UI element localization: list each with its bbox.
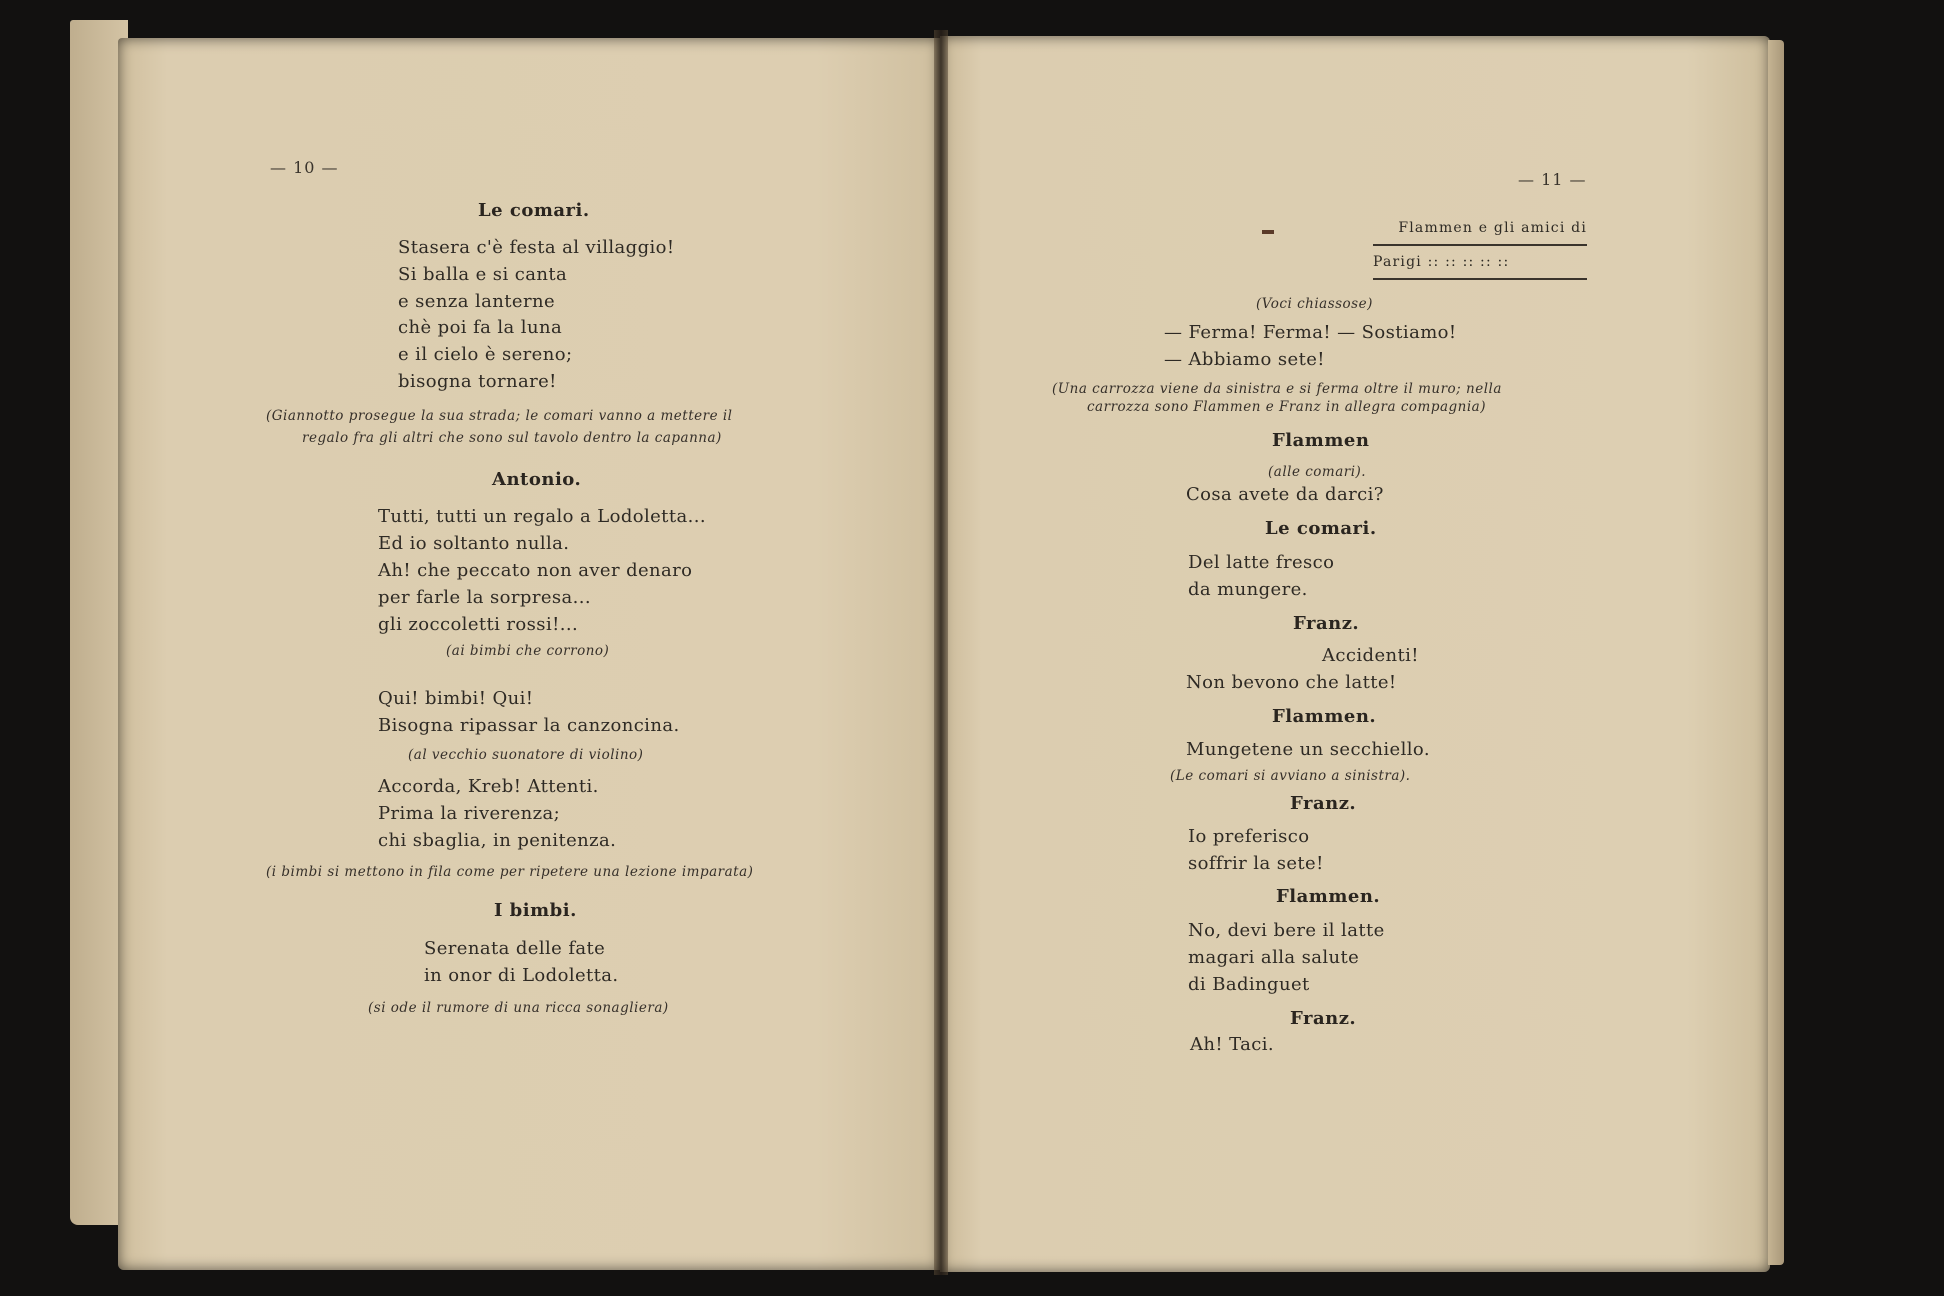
verse-line: chè poi fa la luna bbox=[398, 317, 563, 338]
page-number-left: — 10 — bbox=[270, 158, 339, 177]
verse-line: e il cielo è sereno; bbox=[398, 344, 573, 365]
verse-line: e senza lanterne bbox=[398, 291, 556, 312]
verse-line: Mungetene un secchiello. bbox=[1186, 739, 1430, 760]
verse-line: soffrir la sete! bbox=[1188, 853, 1324, 874]
stage-direction: carrozza sono Flammen e Franz in allegra compagnia) bbox=[1087, 399, 1486, 415]
verse-line: magari alla salute bbox=[1188, 947, 1360, 968]
speaker-i-bimbi: I bimbi. bbox=[494, 900, 577, 921]
verse-line: Io preferisco bbox=[1188, 826, 1310, 847]
right-page-edge bbox=[1768, 40, 1784, 1265]
stage-direction: (Voci chiassose) bbox=[1256, 296, 1373, 312]
verse-line: per farle la sorpresa... bbox=[378, 587, 592, 608]
stage-direction: (si ode il rumore di una ricca sonagliera) bbox=[368, 1000, 669, 1016]
verse-line: Tutti, tutti un regalo a Lodoletta... bbox=[378, 506, 706, 527]
verse-line: Non bevono che latte! bbox=[1186, 672, 1397, 693]
verse-line: Qui! bimbi! Qui! bbox=[378, 688, 534, 709]
ink-mark bbox=[1262, 230, 1274, 234]
verse-line: — Abbiamo sete! bbox=[1164, 349, 1325, 370]
speaker-franz: Franz. bbox=[1290, 793, 1357, 814]
verse-line: Serenata delle fate bbox=[424, 938, 606, 959]
stage-direction: (alle comari). bbox=[1268, 464, 1367, 480]
stage-direction: (ai bimbi che corrono) bbox=[446, 643, 610, 659]
scene-heading-line: Parigi :: :: :: :: :: bbox=[1373, 246, 1587, 280]
stage-direction: (i bimbi si mettono in fila come per ripetere una lezione imparata) bbox=[266, 864, 754, 880]
speaker-flammen: Flammen. bbox=[1276, 886, 1381, 907]
speaker-flammen: Flammen. bbox=[1272, 706, 1377, 727]
scene-heading bbox=[1373, 212, 1587, 280]
verse-line: Ed io soltanto nulla. bbox=[378, 533, 570, 554]
verse-line: — Ferma! Ferma! — Sostiamo! bbox=[1164, 322, 1457, 343]
verse-line: Stasera c'è festa al villaggio! bbox=[398, 237, 675, 258]
scene-heading-line: Flammen e gli amici di bbox=[1373, 212, 1587, 246]
verse-line: Ah! che peccato non aver denaro bbox=[378, 560, 693, 581]
verse-line: Ah! Taci. bbox=[1190, 1034, 1275, 1055]
verse-line: Cosa avete da darci? bbox=[1186, 484, 1384, 505]
verse-line: in onor di Lodoletta. bbox=[424, 965, 619, 986]
speaker-le-comari: Le comari. bbox=[478, 200, 590, 221]
speaker-flammen: Flammen bbox=[1272, 430, 1370, 451]
verse-line: Del latte fresco bbox=[1188, 552, 1335, 573]
verse-line: bisogna tornare! bbox=[398, 371, 557, 392]
verse-line: Prima la riverenza; bbox=[378, 803, 561, 824]
stage-direction: (al vecchio suonatore di violino) bbox=[408, 747, 644, 763]
verse-line: gli zoccoletti rossi!... bbox=[378, 614, 579, 635]
speaker-franz: Franz. bbox=[1290, 1008, 1357, 1029]
speaker-franz: Franz. bbox=[1293, 613, 1360, 634]
verse-line: Accorda, Kreb! Attenti. bbox=[378, 776, 599, 797]
speaker-le-comari: Le comari. bbox=[1265, 518, 1377, 539]
verse-line: da mungere. bbox=[1188, 579, 1308, 600]
verse-line: Si balla e si canta bbox=[398, 264, 568, 285]
verse-line: No, devi bere il latte bbox=[1188, 920, 1385, 941]
stage-direction: (Una carrozza viene da sinistra e si ferma oltre il muro; nella bbox=[1052, 381, 1502, 397]
verse-line: Accidenti! bbox=[1322, 645, 1419, 666]
stage-direction: regalo fra gli altri che sono sul tavolo dentro la capanna) bbox=[302, 430, 722, 446]
book-spine bbox=[934, 30, 948, 1275]
stage-direction: (Giannotto prosegue la sua strada; le comari vanno a mettere il bbox=[266, 408, 733, 424]
stage-direction: (Le comari si avviano a sinistra). bbox=[1170, 768, 1411, 784]
verse-line: chi sbaglia, in penitenza. bbox=[378, 830, 617, 851]
page-number-right: — 11 — bbox=[1518, 170, 1587, 189]
verse-line: Bisogna ripassar la canzoncina. bbox=[378, 715, 680, 736]
speaker-antonio: Antonio. bbox=[492, 469, 582, 490]
verse-line: di Badinguet bbox=[1188, 974, 1310, 995]
